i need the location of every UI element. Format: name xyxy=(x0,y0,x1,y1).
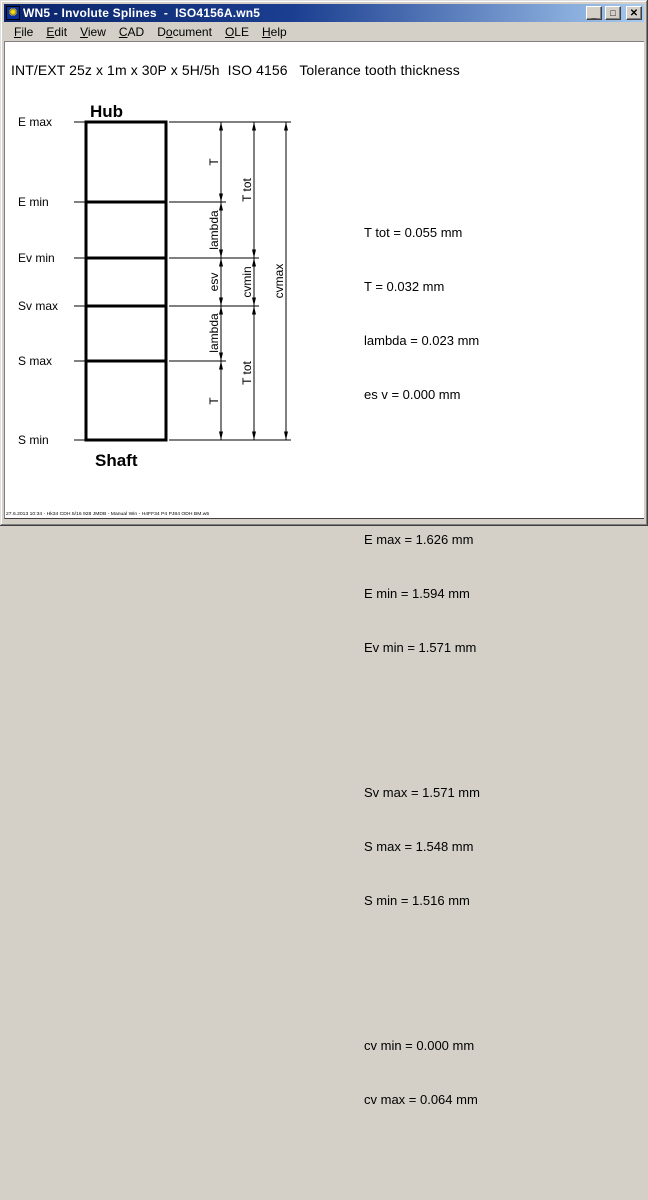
close-button[interactable] xyxy=(626,6,642,20)
dim-label-lambda-lower: lambda xyxy=(207,313,221,353)
close-icon: ✕ xyxy=(629,7,639,19)
results-group-shaft xyxy=(364,748,480,946)
result-line: S min = 1.516 mm xyxy=(364,893,470,908)
spline-spec-heading: INT/EXT 25z x 1m x 30P x 5H/5h ISO 4156 Tolerance tooth thickness xyxy=(11,62,460,78)
window-title: WN5 - Involute Splines - ISO4156A.wn5 xyxy=(23,6,261,20)
tolerance-diagram xyxy=(5,42,645,520)
result-line: Sv max = 1.571 mm xyxy=(364,785,480,800)
result-line: E max = 1.626 mm xyxy=(364,532,474,547)
menu-item-ole[interactable]: OLE xyxy=(224,25,249,39)
dim-label-esv: esv xyxy=(207,272,221,292)
minimize-icon: _ xyxy=(591,10,597,20)
menu-bar xyxy=(4,23,644,41)
level-label-ev-min: Ev min xyxy=(18,251,55,265)
menu-item-help[interactable]: Help xyxy=(261,25,287,39)
maximize-icon: □ xyxy=(610,7,616,18)
menu-item-cad[interactable]: CAD xyxy=(118,25,145,39)
level-label-s-max: S max xyxy=(18,354,53,368)
result-line: T = 0.032 mm xyxy=(364,279,445,294)
result-line: E min = 1.594 mm xyxy=(364,586,470,601)
menu-item-view[interactable]: View xyxy=(80,25,106,39)
results-group-hub xyxy=(364,495,480,693)
result-line: es v = 0.000 mm xyxy=(364,387,461,402)
dim-label-t-lower: T xyxy=(207,397,221,405)
drawing-canvas xyxy=(4,41,644,1107)
minimize-button[interactable] xyxy=(586,6,602,20)
result-line: cv max = 0.064 mm xyxy=(364,1092,478,1107)
results-group-cv xyxy=(364,1001,480,1145)
result-line: S max = 1.548 mm xyxy=(364,839,474,854)
dim-label-ttot-upper: T tot xyxy=(240,178,254,202)
level-label-sv-max: Sv max xyxy=(18,299,59,313)
dim-label-ttot-lower: T tot xyxy=(240,361,254,385)
tolerance-box-dividers xyxy=(86,202,166,361)
results-group-tolerances xyxy=(364,188,480,440)
dim-label-cvmax: cvmax xyxy=(272,263,286,299)
hub-label: Hub xyxy=(90,102,124,121)
results-panel xyxy=(364,152,480,1200)
level-label-e-min: E min xyxy=(18,195,49,209)
dim-label-cvmin: cvmin xyxy=(240,266,254,298)
maximize-button[interactable] xyxy=(605,6,621,20)
result-line: cv min = 0.000 mm xyxy=(364,1038,475,1053)
level-label-e-max: E max xyxy=(18,115,53,129)
menu-item-document[interactable]: Document xyxy=(157,25,212,39)
title-bar[interactable] xyxy=(4,4,644,22)
level-leader-lines xyxy=(74,122,86,440)
level-label-s-min: S min xyxy=(18,433,49,447)
dim-label-t-upper: T xyxy=(207,158,221,166)
result-line: Ev min = 1.571 mm xyxy=(364,640,477,655)
result-line: T tot = 0.055 mm xyxy=(364,225,463,240)
tolerance-box xyxy=(86,122,166,440)
menu-item-edit[interactable]: Edit xyxy=(46,25,68,39)
shaft-label: Shaft xyxy=(95,451,138,470)
result-line: lambda = 0.023 mm xyxy=(364,333,480,348)
menu-item-file[interactable]: File xyxy=(14,25,34,39)
app-gear-icon[interactable]: ✺ xyxy=(6,6,20,20)
footer-microtext: 27.6.2013 10:34 - Hk34 CDH 5/16 928 JMDB - Manual Win - H4FF34 P4 PJ84 ODH BM.w5 xyxy=(6,511,210,517)
dim-label-lambda-upper: lambda xyxy=(207,210,221,250)
